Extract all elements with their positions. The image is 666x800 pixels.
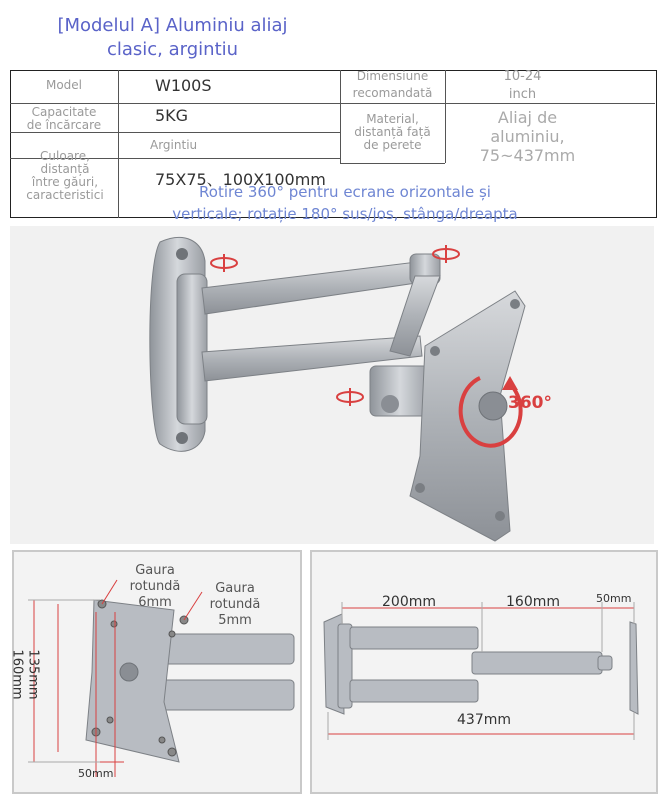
product-title <box>0 14 345 62</box>
material-value: Aliaj de aluminiu, 75~437mm <box>479 108 576 165</box>
dimension-160: 160mm <box>9 649 25 700</box>
dimension-160: 160mm <box>506 594 560 610</box>
front-diagram <box>9 550 302 794</box>
model-label: Model <box>45 78 83 92</box>
screen-size-label: Dimensiune recomandată <box>352 69 433 100</box>
rotate-360-label: 360° <box>508 393 552 413</box>
load-capacity-value: 5KG <box>155 106 189 125</box>
row-divider <box>10 103 655 104</box>
side-diagram <box>310 550 658 794</box>
row-divider <box>10 132 340 133</box>
hole-6mm-label: Gaura rotundă 6mm <box>129 563 181 610</box>
title-line-1: [Modelul A] Aluminiu aliaj <box>57 15 288 36</box>
color-holes-label: Culoare, distanță între găuri, caracteristici <box>26 149 104 202</box>
product-photo <box>10 226 654 544</box>
dimension-50: 50mm <box>596 592 632 605</box>
title-line-2: clasic, argintiu <box>106 39 239 60</box>
side-view-drawing <box>312 552 656 792</box>
color-value: Argintiu <box>150 138 198 152</box>
dimension-135: 135mm <box>25 649 41 700</box>
wall-mount-illustration <box>10 226 654 544</box>
screen-size-value: 10-24 inch <box>503 69 542 102</box>
hole-5mm-label: Gaura rotundă 5mm <box>209 581 261 628</box>
row-divider <box>340 163 445 164</box>
feature-text: Rotire 360° pentru ecrane orizontale și verticale; rotație 180° sus/jos, stânga/dreapta <box>172 183 518 223</box>
dimension-437: 437mm <box>457 712 511 728</box>
col-divider <box>118 70 119 218</box>
model-value: W100S <box>155 76 212 95</box>
spec-table <box>0 66 666 226</box>
hole-spacing-value: 75X75、100X100mm <box>155 170 326 189</box>
load-capacity-label: Capacitate de încărcare <box>26 105 102 132</box>
dimension-200: 200mm <box>382 594 436 610</box>
dimension-50: 50mm <box>78 767 114 780</box>
material-label: Material, distanță față de perete <box>354 112 431 152</box>
